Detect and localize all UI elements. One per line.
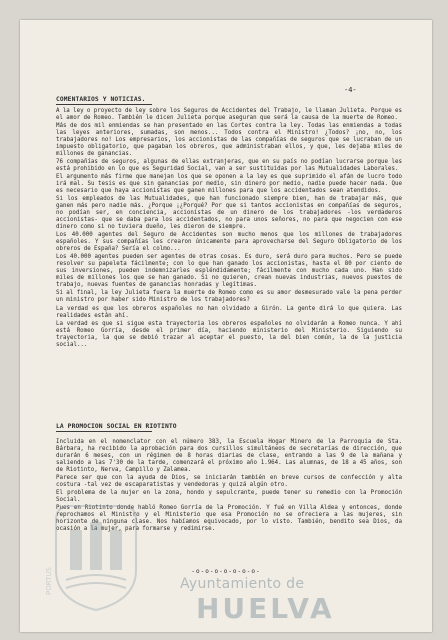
paragraph: Los 40.000 agentes pueden ser agentes de otras cosas. Es duro, será duro para muchos. Pero se puede resolver su papeleta fácilmente; con lo que han ganado los accionistas, hasta el 80 por ciento de sus inversiones, pueden indemnizarles espléndidamente; fácilmente con mucho cada uno. Han sido miles de millones los que se han ganado. Si no quieren, crean nuevas industrias, nuevos puestos de trabajo, nuevas fuentes de ganancias honradas y legítimas. — [56, 254, 402, 289]
closing-separator: -o-o-o-o-o-o-o- — [191, 568, 261, 575]
paragraph: El argumento más firme que manejan los que se oponen a la ley es que suprimido el afán de lucro todo irá mal. Su tesis es que sin ganancias por medio, sin dinero por medio, nadie puede hacer nada. Que es necesario que haya accionistas que ganen millones para que los accidentados sean atendidos. — [56, 174, 402, 195]
paragraph: Parece ser que con la ayuda de Dios, se iniciarán también en breve cursos de confección y alta costura -tal vez de escaparatistas y vendedoras y quizá algún otro. — [56, 474, 402, 488]
paragraph: Incluida en el nomenclator con el número 383, la Escuela Hogar Minero de la Parroquia de Sta. Bárbara, ha recibido la aprobación para dos cursillos simultáneos de secretarías de dirección, que durarán 6 meses, con un régimen de 8 horas diarias de clase, entrando a las 9 de la mañana y saliendo a las 7'30 de la tarde, comenzará el próximo año 1.964. Las alumnas, de 18 a 45 años, son de Riotinto, Nerva, Campillo y Zalamea. — [56, 439, 402, 473]
paragraph: Más de dos mil enmiendas se han presentado en las Cortes contra la ley. Todas las enmiendas a todas las leyes anteriores, sumadas, son menos... Todos contra el Ministro! ¿Todos? ¡no, no, los trabajadores no! Los empresarios, los accionistas de las compañías de seguros que se lucraban de un impuesto obligatorio, que pagaban los obreros, que administraban ellos, y que, les dejaba miles de millones de ganancias. — [56, 123, 402, 157]
paragraph: El problema de la mujer en la zona, hondo y sepulcrante, puede tener su remedio con la Promoción Social. — [56, 490, 402, 504]
watermark-seal-icon — [45, 500, 144, 614]
section-heading-promocion: LA PROMOCION SOCIAL EN RIOTINTO — [56, 423, 177, 430]
heading-underline — [56, 104, 152, 105]
document-page — [20, 20, 432, 632]
watermark-line-1: Ayuntamiento de — [180, 576, 305, 592]
paragraph: La verdad es que si sigue esta trayectoria los obreros españoles no olvidarán a Romeo nunca. Y ahí está Romeo Gorría, desde el primer día, haciendo ministerio del Ministerio. Siguiendo su trayectoria, la que se debió trazar al aceptar el puesto, la del bien común, la de la justicia social... — [56, 320, 402, 348]
paragraph: Si los empleados de las Mutualidades, que han funcionado siempre bien, han de trabajar más, que ganen más pero nadie más. ¿Porque ¡¿Porqué? Por que si tantos accionistas en compañías de seguros, no podían ser, en conciencia, accionistas de un dinero de los trabajadores -los verdaderos accionistas- que se daba para los accidentados, no para unos señores, no para que negocien con ese dinero como si no tuviera dueño, les dieron de siempre. — [56, 196, 402, 231]
paragraph: Los 40.000 agentes del Seguro de Accidentes son mucho menos que los millones de trabajadores españoles. Y sus compañías les crearon únicamente para aprovecharse del Seguro Obligatorio de los obreros de España? Sería el colmo... — [56, 232, 402, 253]
section-body-comentarios — [56, 108, 402, 350]
paragraph: La verdad es que los obreros españoles no han olvidado a Girón. La gente dirá lo que quiera. Las realidades están ahí. — [56, 305, 402, 319]
svg-text:PORTUS: PORTUS — [45, 567, 53, 595]
section-heading-comentarios: COMENTARIOS Y NOTICIAS. — [56, 96, 146, 103]
watermark-line-2: HUELVA — [196, 592, 335, 625]
heading-underline — [56, 431, 152, 432]
paragraph: Si al final, la ley Julieta fuera la muerte de Romeo como es su amor desmesurado vale la pena perder un ministro por haber sido Ministro de los trabajadores? — [56, 290, 402, 304]
paragraph: 76 compañías de seguros, algunas de ellas extranjeras, que en su país no podían lucrarse porque les está prohibido en lo que es Seguridad Social, van a ser sustituidas por las Mutualidades Laborales. — [56, 159, 402, 173]
paragraph: A la ley o proyecto de ley sobre los Seguros de Accidentes del Trabajo, le llaman Julieta. Porque es el amor de Romeo. También le dicen Julieta porque aseguran que será la causa de la muerte de Romeo. — [56, 108, 402, 121]
paragraph: Pues en Riotinto donde habló Romeo Gorría de la Promoción. Y fué en Villa Aldea y entonces, donde reprochamos el Ministro y el Ministerio que esa Promoción no se ofreciera a las mujeres, sin horizonte de ninguna clase. Nos habíamos equivocado, por lo visto. También, bendito sea Dios, da ocasión a la mujer, para formarse y redimirse. — [56, 505, 402, 533]
page-number: -4- — [344, 86, 357, 94]
